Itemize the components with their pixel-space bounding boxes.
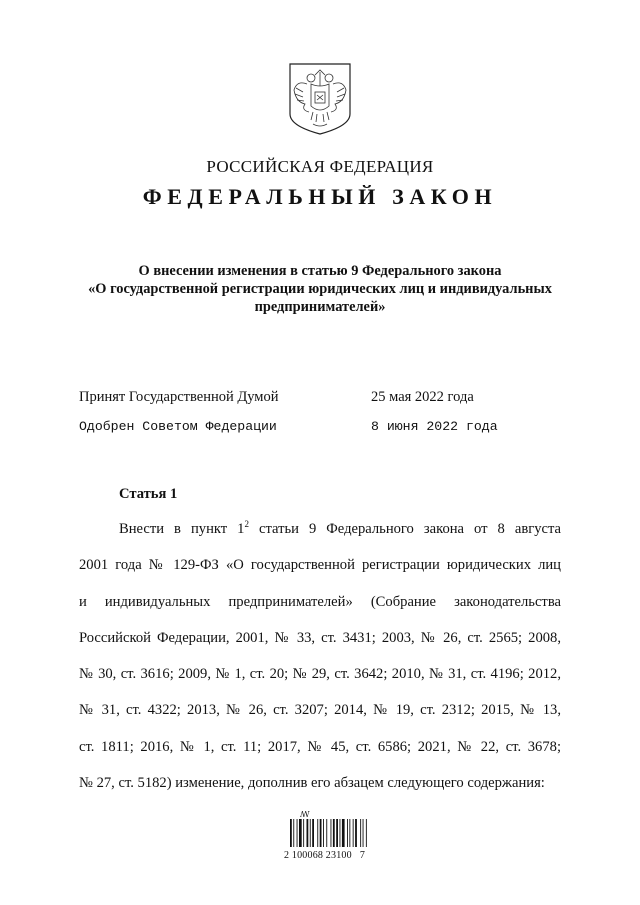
document-type: ФЕДЕРАЛЬНЫЙ ЗАКОН [142,184,498,209]
council-approval-date: 8 июня 2022 года [371,419,498,434]
article-heading: Статья 1 [119,486,178,502]
article-line: Российской Федерации, 2001, № 33, ст. 3431; 2003, № 26, ст. 2565; 2008, [79,629,561,646]
barcode-mark: ꟿ [300,810,310,819]
article-text: статьи 9 Федерального закона от 8 августа [248,521,561,537]
council-approval-label: Одобрен Советом Федерации [79,419,277,434]
law-title-line: О внесении изменения в статью 9 Федерального закона [138,263,502,279]
law-title-line: «О государственной регистрации юридических лиц и индивидуальных [88,281,552,297]
article-text: Внести в пункт 1 [119,521,245,537]
law-title [60,262,580,316]
article-line: № 27, ст. 5182) изменение, дополнив его абзацем следующего содержания: [79,775,545,792]
article-body [79,511,561,801]
article-superscript: 2 [244,519,249,529]
law-title-line: предпринимателей» [254,299,386,315]
barcode-number: 2 100068 23100 7 [284,850,366,861]
country-name: РОССИЙСКАЯ ФЕДЕРАЦИЯ [206,157,434,176]
article-line: и индивидуальных предпринимателей» (Собрание законодательства [79,593,561,610]
article-line: № 30, ст. 3616; 2009, № 1, ст. 20; № 29, ст. 3642; 2010, № 31, ст. 4196; 2012, [79,666,561,683]
article-line: № 31, ст. 4322; 2013, № 26, ст. 3207; 2014, № 19, ст. 2312; 2015, № 13, [79,702,561,719]
article-line [79,511,561,547]
duma-adoption-label: Принят Государственной Думой [79,389,279,405]
article-line: ст. 1811; 2016, № 1, ст. 11; 2017, № 45, ст. 6586; 2021, № 22, ст. 3678; [79,738,561,755]
article-line: 2001 года № 129-ФЗ «О государственной регистрации юридических лиц [79,557,561,574]
duma-adoption-date: 25 мая 2022 года [371,389,474,405]
coat-of-arms-emblem [287,62,353,136]
